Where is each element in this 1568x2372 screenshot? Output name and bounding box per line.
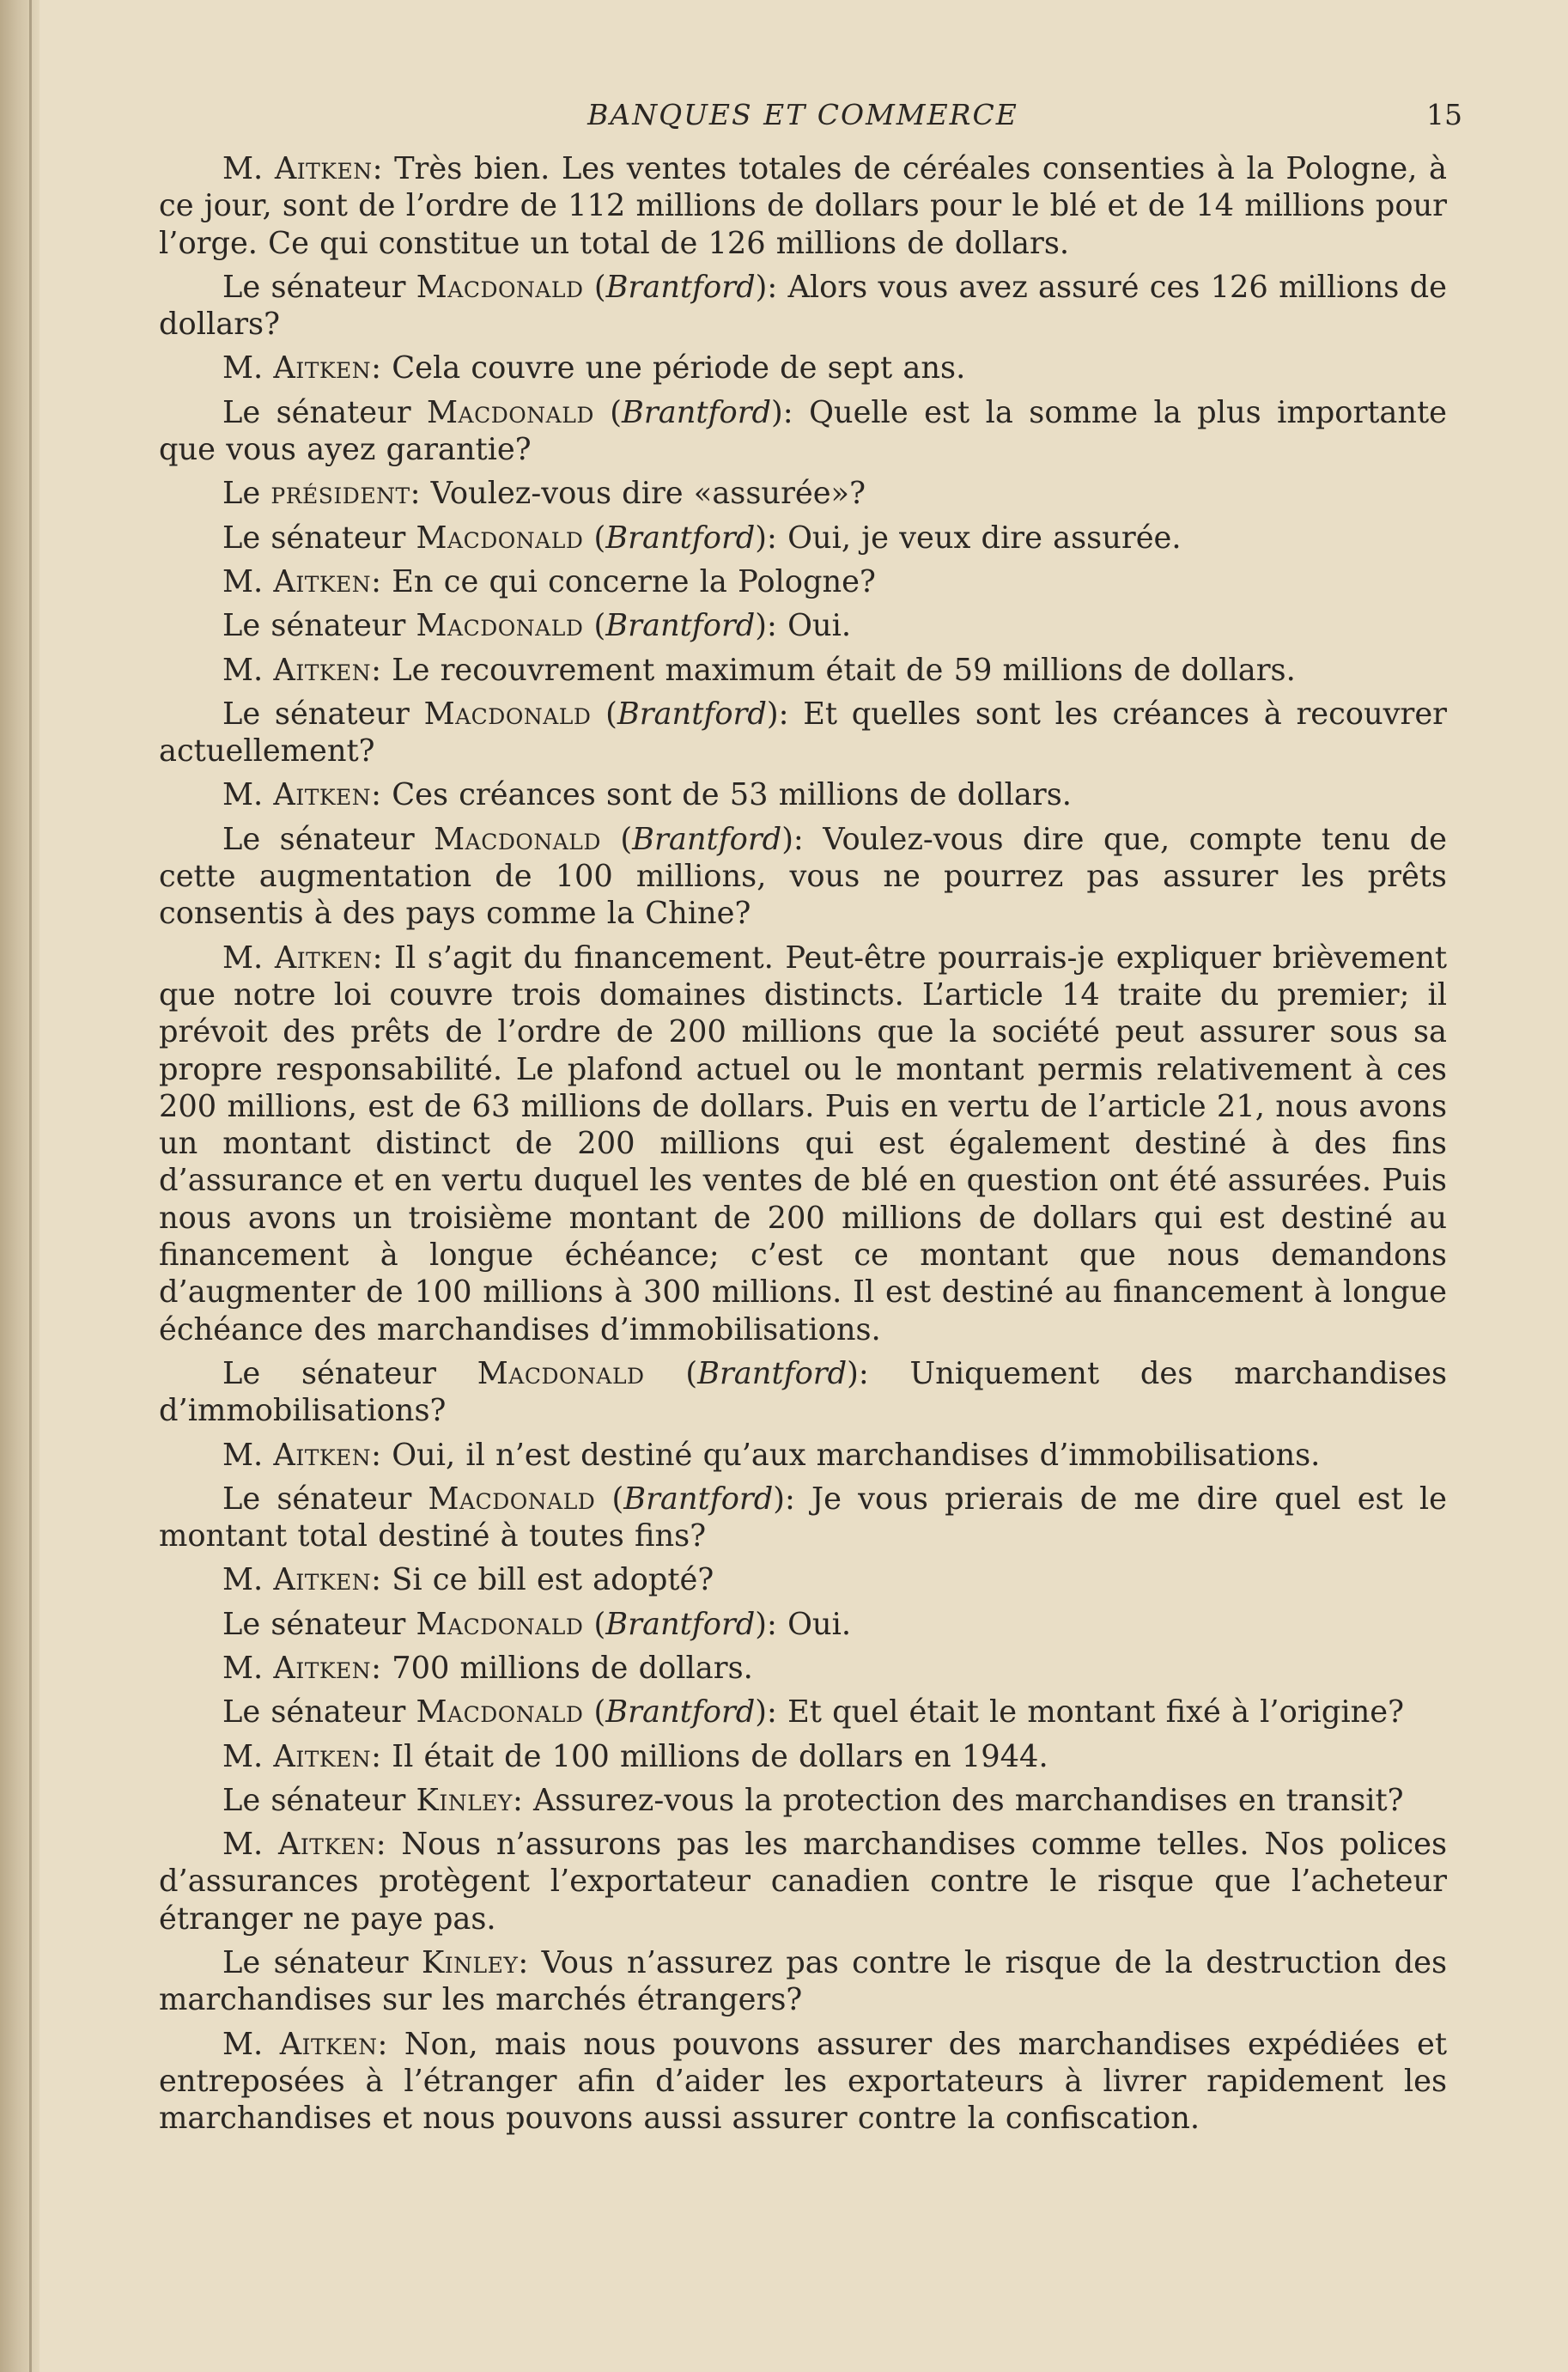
page-number: 15 (1426, 98, 1462, 131)
dialogue-paragraph (159, 1437, 1447, 1474)
speaker-title: Le sénateur (222, 1606, 416, 1642)
speaker-title: M. (222, 2026, 280, 2062)
speaker-riding: Brantford (617, 696, 767, 732)
speaker-title: Le sénateur (222, 1481, 428, 1517)
speaker-riding: Brantford (622, 394, 772, 430)
speaker-title: Le sénateur (222, 1782, 416, 1818)
dialogue-paragraph (159, 350, 1447, 386)
dialogue-paragraph (159, 652, 1447, 689)
speaker-title: Le sénateur (222, 269, 416, 305)
dialogue-paragraph: Le sénateur Macdonald (Brantford): Voulez-vous dire que, compte tenu de cette augmentation de 100 millions, vous ne pourrez pas assurer les prêts consentis à des pays comme la Chine? (159, 821, 1447, 932)
speaker-title: Le sénateur (222, 608, 416, 644)
speaker-name: Aitken (279, 2026, 378, 2062)
speaker-name: Macdonald (434, 821, 601, 857)
speech-text: : Cela couvre une période de sept ans. (371, 350, 966, 386)
speaker-title: Le sénateur (222, 1945, 422, 1981)
speaker-riding: Brantford (605, 269, 756, 305)
speech-text: : Assurez-vous la protection des marchandises en transit? (512, 1782, 1404, 1818)
speaker-riding: Brantford (605, 1606, 756, 1642)
speaker-name: Macdonald (416, 1606, 584, 1642)
page-binding-edge (0, 0, 40, 2372)
speaker-title: Le sénateur (222, 520, 416, 556)
dialogue-paragraph: Le sénateur Macdonald (Brantford): Oui. (222, 608, 852, 644)
dialogue-paragraph (159, 940, 1447, 1348)
speech-text: : Oui. (767, 1606, 852, 1642)
speaker-name: président (270, 476, 410, 512)
speaker-title: Le sénateur (222, 1355, 477, 1391)
speaker-name: Macdonald (416, 520, 584, 556)
speech-text: : Oui, il n’est destiné qu’aux marchandises d’immobilisations. (371, 1437, 1321, 1473)
speech-text: : En ce qui concerne la Pologne? (371, 563, 876, 599)
dialogue-paragraph (159, 1738, 1447, 1775)
speaker-riding: Brantford (623, 1481, 774, 1517)
dialogue-paragraph (159, 1782, 1447, 1819)
speaker-name: Macdonald (416, 1694, 584, 1730)
speech-text: : 700 millions de dollars. (371, 1650, 753, 1686)
speaker-name: Macdonald (416, 608, 584, 644)
speech-text: : Je vous prierais de me dire quel est le montant total destiné à toutes fins? (159, 1481, 1447, 1554)
speaker-name: Aitken (278, 1827, 376, 1863)
speaker-title: Le sénateur (222, 394, 428, 430)
speaker-name: Aitken (273, 1650, 372, 1686)
speech-text: : Il était de 100 millions de dollars en 1944. (371, 1738, 1048, 1774)
speech-text: : Voulez-vous dire que, compte tenu de cette augmentation de 100 millions, vous ne pourrez pas assurer les prêts consentis à des pays comme la Chine? (159, 821, 1447, 932)
dialogue-paragraph (159, 563, 1447, 600)
speaker-name: Aitken (273, 1562, 372, 1598)
dialogue-paragraph (159, 1561, 1447, 1598)
speech-text: : Ces créances sont de 53 millions de dollars. (371, 777, 1072, 813)
speech-text: : Si ce bill est adopté? (371, 1562, 714, 1598)
dialogue-paragraph: Le sénateur Macdonald (Brantford): Et quelles sont les créances à recouvrer actuellement? (159, 696, 1447, 769)
speaker-title: M. (222, 350, 274, 386)
speaker-name: Macdonald (427, 394, 594, 430)
dialogue-paragraph (159, 2026, 1447, 2138)
speaker-name: Macdonald (428, 1481, 596, 1517)
speech-text: : Oui, je veux dire assurée. (767, 520, 1182, 556)
speech-text: : Et quel était le montant fixé à l’origine? (767, 1694, 1404, 1730)
transcript-body (159, 150, 1447, 2138)
dialogue-paragraph (159, 475, 1447, 512)
speech-text: : Oui. (767, 608, 852, 644)
speaker-riding: Brantford (605, 1694, 756, 1730)
speaker-title: Le sénateur (222, 821, 435, 857)
speaker-name: Macdonald (416, 269, 584, 305)
dialogue-paragraph (159, 1944, 1447, 2019)
speaker-name: Kinley (421, 1945, 519, 1981)
speaker-name: Aitken (273, 1437, 372, 1473)
dialogue-paragraph: Le sénateur Macdonald (Brantford): Alors vous avez assuré ces 126 millions de dollars? (159, 269, 1447, 343)
speaker-riding: Brantford (632, 821, 782, 857)
speech-text: : Nous n’assurons pas les marchandises comme telles. Nos polices d’assurances protègent l’exportateur canadien contre le risque que l’acheteur étranger ne paye pas. (159, 1827, 1447, 1937)
speech-text: : Alors vous avez assuré ces 126 millions de dollars? (159, 269, 1447, 343)
dialogue-paragraph (159, 1826, 1447, 1937)
speaker-title: Le sénateur (222, 696, 424, 732)
dialogue-paragraph: Le sénateur Macdonald (Brantford): Oui. (222, 1606, 852, 1642)
speech-text: : Quelle est la somme la plus importante que vous ayez garantie? (159, 394, 1448, 468)
dialogue-paragraph (159, 776, 1447, 813)
speaker-name: Aitken (273, 350, 372, 386)
speech-text: : Non, mais nous pouvons assurer des marchandises expédiées et entreposées à l’étranger afin d’aider les exportateurs à livrer rapidement les marchandises et nous pouvons aussi assurer contre la confiscation. (159, 2026, 1447, 2137)
speaker-name: Aitken (273, 777, 372, 813)
speaker-name: Macdonald (423, 696, 592, 732)
speaker-name: Macdonald (477, 1355, 645, 1391)
speaker-title: M. (222, 1562, 274, 1598)
speaker-name: Aitken (273, 563, 372, 599)
running-title: BANQUES ET COMMERCE (587, 98, 1018, 131)
speaker-title: M. (222, 563, 274, 599)
dialogue-paragraph: Le sénateur Macdonald (Brantford): Quelle est la somme la plus importante que vous ayez garantie? (159, 394, 1448, 468)
speaker-name: Aitken (274, 151, 373, 186)
speaker-title: M. (222, 652, 274, 688)
dialogue-paragraph: Le sénateur Macdonald (Brantford): Et quel était le montant fixé à l’origine? (222, 1694, 1404, 1730)
speaker-title: Le sénateur (222, 1694, 416, 1730)
dialogue-paragraph: Le sénateur Macdonald (Brantford): Uniquement des marchandises d’immobilisations? (159, 1355, 1447, 1429)
speaker-title: M. (222, 151, 275, 186)
speaker-name: Aitken (273, 652, 372, 688)
speaker-riding: Brantford (605, 520, 756, 556)
speaker-riding: Brantford (605, 608, 756, 644)
speaker-name: Aitken (273, 1738, 372, 1774)
speech-text: : Très bien. Les ventes totales de céréales consenties à la Pologne, à ce jour, sont de l’ordre de 112 millions de dollars pour le blé et de 14 millions pour l’orge. Ce qui constitue un total de 126 millions de dollars. (159, 151, 1447, 261)
speaker-name: Kinley (416, 1782, 513, 1818)
document-page (159, 86, 1462, 2144)
speaker-title: M. (222, 1827, 278, 1863)
speech-text: : Et quelles sont les créances à recouvrer actuellement? (159, 696, 1447, 769)
speech-text: : Uniquement des marchandises d’immobilisations? (159, 1355, 1447, 1429)
speaker-title: M. (222, 940, 275, 976)
dialogue-paragraph: Le sénateur Macdonald (Brantford): Je vous prierais de me dire quel est le montant total destiné à toutes fins? (159, 1481, 1447, 1554)
speaker-title: M. (222, 777, 274, 813)
speaker-title: M. (222, 1650, 274, 1686)
speaker-title: M. (222, 1437, 274, 1473)
speech-text: : Voulez-vous dire «assurée»? (410, 476, 866, 512)
dialogue-paragraph (159, 1650, 1447, 1687)
dialogue-paragraph (159, 150, 1447, 262)
speech-text: : Vous n’assurez pas contre le risque de la destruction des marchandises sur les marchés étrangers? (159, 1945, 1447, 2018)
dialogue-paragraph: Le sénateur Macdonald (Brantford): Oui, je veux dire assurée. (222, 520, 1182, 556)
speaker-name: Aitken (274, 940, 373, 976)
speech-text: : Il s’agit du financement. Peut-être pourrais-je expliquer brièvement que notre loi couvre trois domaines distincts. L’article 14 traite du premier; il prévoit des prêts de l’ordre de 200 millions que la société peut assurer sous sa propre responsabilité. Le plafond actuel ou le montant permis relativement à ces 200 millions, est de 63 millions de dollars. Puis en vertu de l’article 21, nous avons un montant distinct de 200 millions qui est également destiné à des fins d’assurance et en vertu duquel les ventes de blé en question ont été assurées. Puis nous avons un troisième montant de 200 millions de dollars qui est destiné au financement à longue échéance; c’est ce montant que nous demandons d’augmenter de 100 millions à 300 millions. Il est destiné au financement à longue échéance des marchandises d’immobilisations. (159, 940, 1447, 1347)
page-header (159, 86, 1462, 150)
speaker-title: Le (222, 476, 271, 512)
speech-text: : Le recouvrement maximum était de 59 millions de dollars. (371, 652, 1296, 688)
speaker-riding: Brantford (697, 1355, 848, 1391)
speaker-title: M. (222, 1738, 274, 1774)
